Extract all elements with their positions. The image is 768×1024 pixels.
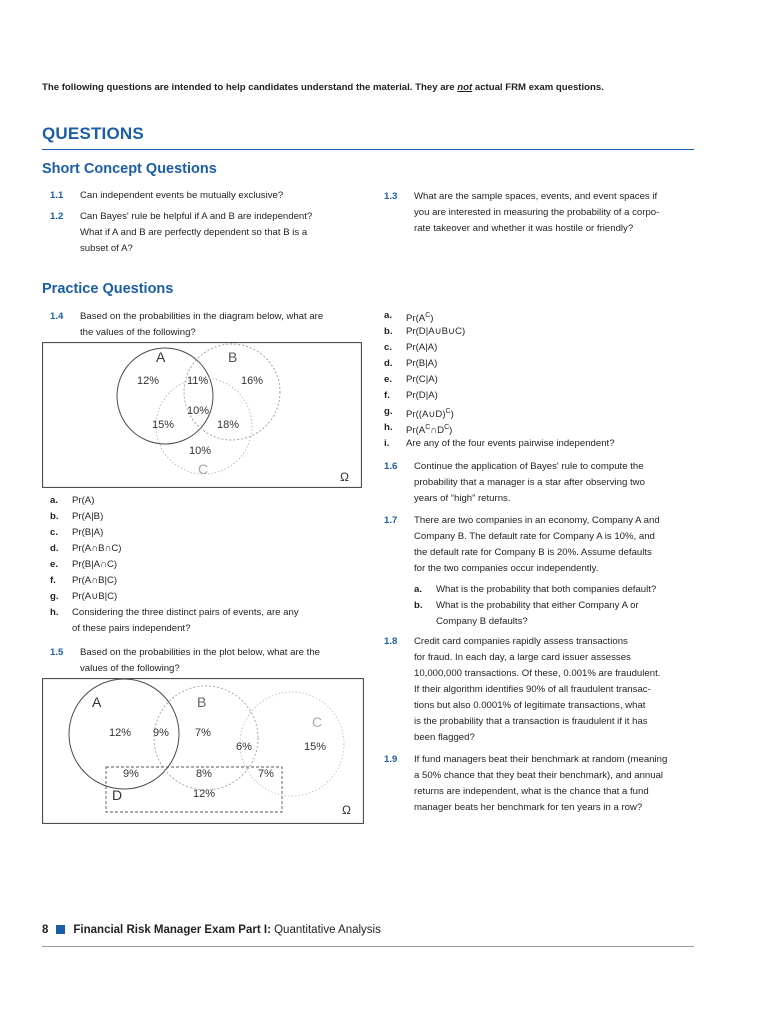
question-1-9: 1.9 If fund managers beat their benchmark at random (meaning a 50% chance that they beat their benchmark), and annual returns are independent, what is the chance that a fund manager beats her benchmark for ten years in a row? xyxy=(384,754,668,813)
region-cd: 7% xyxy=(258,768,274,780)
question-1-1: 1.1 Can independent events be mutually exclusive? xyxy=(50,190,284,201)
circle-c xyxy=(240,692,344,796)
label-d: D xyxy=(112,787,123,803)
question-1-8: 1.8 Credit card companies rapidly assess transactions for fraud. In each day, a large card issuer assesses 10,000,000 transactions. Of these, 0.001% are fraudulent. If their algorithm identifies 90% of all fraudulent transac- tions but also 0.0001% of legitimate transactions, what is the probability that a transaction is fraudulent if it has been flagged? xyxy=(384,636,661,743)
heading-rule xyxy=(42,149,694,150)
footer-subtitle: Quantitative Analysis xyxy=(270,924,381,936)
footer-square-icon xyxy=(56,925,65,934)
label-omega: Ω xyxy=(342,803,351,817)
footer-title: Financial Risk Manager Exam Part I: xyxy=(73,924,271,936)
question-1-7: 1.7 There are two companies in an economy, Company A and Company B. The default rate for Company A is 10%, and the default rate for Company B is 20%. Assume defaults for the two companies occur independently. xyxy=(384,515,660,574)
label-b: B xyxy=(197,694,207,710)
region-b-only: 7% xyxy=(195,727,211,739)
region-a-only: 12% xyxy=(137,375,160,387)
region-c-only: 15% xyxy=(304,741,327,753)
practice-heading: Practice Questions xyxy=(42,281,174,297)
label-a: A xyxy=(92,694,102,710)
label-omega: Ω xyxy=(340,470,349,484)
footer-rule xyxy=(42,946,694,947)
region-bc: 18% xyxy=(217,419,240,431)
region-a-only: 12% xyxy=(109,727,132,739)
question-1-3: 1.3 What are the sample spaces, events, and event spaces if you are interested in measuring the probability of a corpo- rate takeover and whether it was hostile or friendly? xyxy=(384,191,660,234)
question-1-2: 1.2 Can Bayes' rule be helpful if A and B are independent? What if A and B are perfectly dependent so that B is a subset of A? xyxy=(50,211,313,254)
page-footer xyxy=(42,924,381,936)
region-c-only: 10% xyxy=(189,445,212,457)
region-ab: 9% xyxy=(153,727,169,739)
region-ab: 11% xyxy=(187,375,209,387)
region-bc: 6% xyxy=(236,741,252,753)
questions-heading: QUESTIONS xyxy=(42,124,144,143)
venn-diagram-abcd xyxy=(42,678,364,824)
question-1-5-options: a. $Pr(A^C)$ b. Pr(D|A∪B∪C) c. Pr(A|A) d. Pr(B|A) e. Pr(C|A) f. Pr(D|A) g. Pr((A∪D)$^C$) h. $Pr(A^C\cap D^C)$ i. Are any of the four events pairwise independent? xyxy=(384,310,615,449)
region-ad: 9% xyxy=(123,768,139,780)
venn-diagram-abc xyxy=(42,342,362,488)
label-b: B xyxy=(228,349,238,365)
region-abc: 10% xyxy=(187,405,210,417)
label-c: C xyxy=(198,461,209,477)
question-1-5: 1.5 Based on the probabilities in the plot below, what are the values of the following? xyxy=(50,647,321,674)
question-1-7-options: a. What is the probability that both companies default? b. What is the probability that either Company A or Company B defaults? xyxy=(414,584,657,627)
region-d-only: 12% xyxy=(193,788,216,800)
intro-note: The following questions are intended to help candidates understand the material. They are not actual FRM exam questions. xyxy=(42,82,604,93)
short-concept-heading: Short Concept Questions xyxy=(42,161,217,177)
page-number: 8 xyxy=(42,924,49,936)
question-1-4: 1.4 Based on the probabilities in the diagram below, what are the values of the following? xyxy=(50,311,324,338)
intro-emphasis: not xyxy=(457,82,473,93)
question-1-4-options: a. Pr(A) b. Pr(A|B) c. Pr(B|A) d. Pr(A∩B∩C) e. Pr(B|A∩C) f. Pr(A∩B|C) g. Pr(A∪B|C) h. Considering the three distinct pairs of events, are any of these pairs independent? xyxy=(50,495,299,634)
region-b-only: 16% xyxy=(241,375,264,387)
question-1-6: 1.6 Continue the application of Bayes' rule to compute the probability that a manager is a star after observing two years of “high” returns. xyxy=(384,461,645,504)
label-a: A xyxy=(156,349,166,365)
region-ac: 15% xyxy=(152,419,175,431)
region-bd: 8% xyxy=(196,768,212,780)
label-c: C xyxy=(312,714,323,730)
